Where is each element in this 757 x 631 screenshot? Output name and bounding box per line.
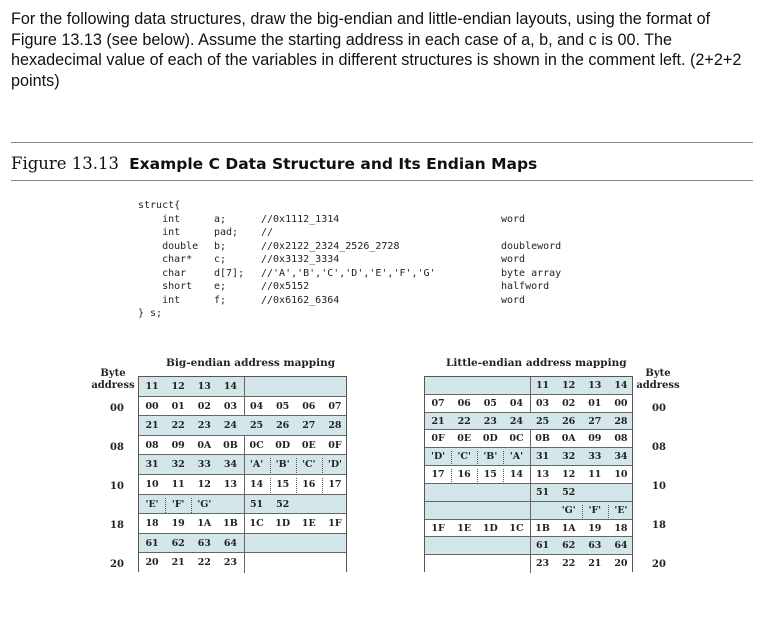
byte-row xyxy=(425,448,632,466)
byte-cell: 18 xyxy=(145,518,159,530)
byte-cell: 19 xyxy=(171,518,185,530)
byte-cell: 1C xyxy=(509,522,524,534)
byte-cell: 08 xyxy=(614,433,628,445)
byte-cell xyxy=(325,553,345,573)
byte-cell: 51 xyxy=(249,498,264,510)
cell-divider xyxy=(451,451,452,466)
cell-divider xyxy=(244,495,245,514)
byte-cell: 23 xyxy=(223,557,238,569)
byte-cell xyxy=(428,377,448,395)
byte-row xyxy=(139,416,346,436)
cell-divider xyxy=(530,520,531,537)
cell-divider xyxy=(191,498,192,513)
byte-cell xyxy=(454,537,474,555)
byte-cell: 'E' xyxy=(145,498,159,510)
byte-cell: 'D' xyxy=(431,451,446,463)
byte-cell: 61 xyxy=(535,540,550,552)
cell-divider xyxy=(530,555,531,573)
cell-divider xyxy=(244,553,245,573)
code-line: char* xyxy=(138,254,193,265)
big-endian-byte-address-label: Byte address xyxy=(91,368,135,391)
byte-address: 00 xyxy=(110,403,124,414)
byte-cell: 00 xyxy=(614,397,628,409)
byte-cell: 17 xyxy=(328,479,342,490)
byte-cell: 0F xyxy=(431,433,445,445)
code-sizes xyxy=(501,199,561,321)
byte-cell: 'B' xyxy=(483,451,498,463)
cell-divider xyxy=(244,534,245,553)
byte-cell: 0D xyxy=(482,433,498,445)
byte-cell xyxy=(480,537,500,555)
cell-divider xyxy=(503,469,504,484)
byte-cell: 1B xyxy=(223,518,238,530)
byte-cell xyxy=(506,555,526,573)
byte-cell: 0C xyxy=(509,433,524,445)
code-line: struct{ xyxy=(138,200,181,211)
big-endian-title: Big-endian address mapping xyxy=(166,357,336,369)
byte-row xyxy=(425,555,632,573)
byte-cell: 64 xyxy=(614,540,628,552)
byte-cell: 09 xyxy=(588,433,602,445)
code-line: byte array xyxy=(501,267,562,279)
cell-divider xyxy=(270,478,271,493)
byte-cell: 31 xyxy=(145,459,159,471)
byte-cell: 26 xyxy=(562,415,576,427)
byte-cell: 'D' xyxy=(327,459,342,471)
byte-cell: 0E xyxy=(301,439,316,451)
byte-cell: 27 xyxy=(588,415,602,427)
cell-divider xyxy=(530,430,531,447)
byte-cell xyxy=(506,502,526,520)
code-line: halfword xyxy=(501,281,550,292)
byte-row xyxy=(425,502,632,520)
cell-divider xyxy=(477,451,478,466)
byte-cell: 13 xyxy=(197,381,211,392)
byte-cell: 0C xyxy=(249,439,264,451)
code-line: char xyxy=(138,267,187,279)
code-line: // xyxy=(261,227,274,238)
code-line xyxy=(214,307,244,321)
byte-cell: 34 xyxy=(614,451,628,463)
byte-cell: 10 xyxy=(145,479,159,490)
byte-cell xyxy=(454,502,474,520)
cell-divider xyxy=(608,505,609,520)
byte-cell: 63 xyxy=(197,537,211,549)
byte-cell: 'E' xyxy=(614,504,628,516)
byte-cell: 22 xyxy=(457,415,471,427)
byte-cell: 09 xyxy=(171,439,185,451)
byte-cell: 1F xyxy=(328,518,342,530)
code-line xyxy=(501,226,561,240)
code-line: c; xyxy=(214,254,227,265)
byte-cell: 11 xyxy=(588,469,602,481)
little-endian-byte-address-label: Byte address xyxy=(636,368,680,391)
cell-divider xyxy=(296,478,297,493)
byte-cell: 1A xyxy=(561,522,576,534)
byte-cell: 13 xyxy=(223,479,238,490)
byte-cell xyxy=(480,377,500,395)
byte-cell xyxy=(299,553,319,573)
byte-cell: 14 xyxy=(614,380,628,391)
byte-cell xyxy=(506,377,526,395)
byte-cell: 06 xyxy=(457,397,471,409)
figure-top-rule xyxy=(11,142,753,143)
byte-cell: 1E xyxy=(457,522,472,534)
byte-cell: 'A' xyxy=(249,459,264,471)
byte-cell: 01 xyxy=(588,397,602,409)
byte-cell xyxy=(273,377,293,397)
byte-cell: 20 xyxy=(145,557,159,569)
byte-cell: 28 xyxy=(614,415,628,427)
code-line: a; xyxy=(214,213,227,225)
cell-divider xyxy=(530,537,531,554)
big-endian-grid xyxy=(138,376,347,572)
byte-cell: 61 xyxy=(145,537,159,549)
byte-cell: 21 xyxy=(431,415,445,427)
byte-cell: 13 xyxy=(588,380,602,391)
byte-cell: 04 xyxy=(249,400,264,412)
cell-divider xyxy=(530,377,531,394)
byte-cell xyxy=(325,495,345,515)
byte-cell: 52 xyxy=(276,498,290,510)
byte-row xyxy=(139,455,346,475)
byte-cell xyxy=(273,553,293,573)
byte-cell: 33 xyxy=(197,459,211,471)
cell-divider xyxy=(477,469,478,484)
byte-cell xyxy=(480,555,500,573)
byte-cell: 0F xyxy=(328,439,342,451)
byte-cell: 'F' xyxy=(171,498,185,510)
byte-cell: 05 xyxy=(276,400,290,412)
figure-caption: Example C Data Structure and Its Endian Maps xyxy=(129,155,538,173)
cell-divider xyxy=(244,514,245,533)
byte-cell: 03 xyxy=(535,397,550,409)
byte-cell: 11 xyxy=(535,380,550,391)
code-line xyxy=(501,199,561,213)
code-line: word xyxy=(501,294,526,306)
question-text: For the following data structures, draw the big-endian and little-endian layouts, using the format of Figure 13.13 (see below). Assume the starting address in each case of a, b, and c is 00. The hexadecimal value of each of the variables in different structures is shown in the comment left. (2+2+2 points) xyxy=(11,10,742,90)
byte-cell xyxy=(247,377,267,397)
byte-cell: 1B xyxy=(535,522,550,534)
cell-divider xyxy=(244,377,245,396)
byte-row xyxy=(425,484,632,502)
byte-cell: 12 xyxy=(562,469,576,481)
byte-cell: 11 xyxy=(145,381,159,392)
byte-cell: 'F' xyxy=(588,504,602,516)
byte-row xyxy=(139,377,346,397)
byte-cell: 12 xyxy=(562,380,576,391)
byte-cell: 26 xyxy=(276,420,290,432)
byte-cell: 04 xyxy=(509,397,524,409)
byte-cell: 'C' xyxy=(302,459,316,471)
byte-cell xyxy=(428,537,448,555)
byte-cell: 0E xyxy=(457,433,472,445)
byte-cell: 18 xyxy=(614,522,628,534)
code-line: word xyxy=(501,213,526,225)
code-line: } s; xyxy=(138,308,163,319)
cell-divider xyxy=(530,395,531,412)
cell-divider xyxy=(530,466,531,483)
byte-cell xyxy=(299,534,319,554)
byte-cell: 34 xyxy=(223,459,238,471)
byte-cell xyxy=(585,484,605,502)
code-line: d[7]; xyxy=(214,267,245,279)
byte-cell: 11 xyxy=(171,479,185,490)
byte-cell xyxy=(325,534,345,554)
code-comments xyxy=(261,199,436,321)
byte-cell: 62 xyxy=(171,537,185,549)
byte-cell: 'C' xyxy=(457,451,471,463)
byte-row xyxy=(425,413,632,431)
code-names xyxy=(214,199,244,321)
byte-row xyxy=(139,553,346,573)
byte-address: 08 xyxy=(652,442,666,453)
byte-cell: 10 xyxy=(614,469,628,481)
byte-cell: 0D xyxy=(275,439,291,451)
cell-divider xyxy=(451,469,452,484)
cell-divider xyxy=(244,475,245,494)
byte-cell: 02 xyxy=(197,400,211,412)
byte-cell xyxy=(454,484,474,502)
byte-cell xyxy=(454,377,474,395)
byte-row xyxy=(425,520,632,538)
little-endian-grid xyxy=(424,376,633,572)
byte-cell xyxy=(325,377,345,397)
cell-divider xyxy=(270,458,271,473)
byte-row xyxy=(139,397,346,417)
figure-title-rule xyxy=(11,180,753,181)
byte-address: 10 xyxy=(652,481,666,492)
byte-row xyxy=(139,436,346,456)
byte-cell: 22 xyxy=(197,557,211,569)
byte-address: 00 xyxy=(652,403,666,414)
byte-cell: 22 xyxy=(562,558,576,570)
byte-cell: 0B xyxy=(223,439,238,451)
byte-cell: 0A xyxy=(197,439,212,451)
byte-row xyxy=(139,514,346,534)
cell-divider xyxy=(530,484,531,501)
cell-divider xyxy=(244,436,245,455)
byte-cell: 07 xyxy=(328,400,342,412)
byte-cell: 08 xyxy=(145,439,159,451)
byte-cell xyxy=(428,484,448,502)
byte-cell: 02 xyxy=(562,397,576,409)
byte-cell: 12 xyxy=(197,479,211,490)
byte-cell: 25 xyxy=(249,420,264,432)
byte-cell: 21 xyxy=(171,557,185,569)
byte-cell: 32 xyxy=(562,451,576,463)
code-line: int xyxy=(138,294,181,306)
byte-cell: 22 xyxy=(171,420,185,432)
byte-cell: 21 xyxy=(588,558,602,570)
figure-title xyxy=(11,154,537,174)
code-line xyxy=(261,199,436,213)
byte-address: 20 xyxy=(652,559,666,570)
byte-cell: 0B xyxy=(535,433,550,445)
cell-divider xyxy=(582,505,583,520)
code-line: e; xyxy=(214,281,227,292)
byte-cell xyxy=(506,484,526,502)
code-types xyxy=(138,199,198,321)
byte-cell: 00 xyxy=(145,400,159,412)
byte-cell xyxy=(506,537,526,555)
byte-cell: 15 xyxy=(483,469,497,481)
byte-cell xyxy=(299,495,319,515)
code-line: pad; xyxy=(214,227,239,238)
code-line: short xyxy=(138,281,193,292)
byte-cell: 03 xyxy=(223,400,238,412)
cell-divider xyxy=(244,397,245,416)
cell-divider xyxy=(296,458,297,473)
byte-cell: 16 xyxy=(302,479,316,490)
byte-cell: 'B' xyxy=(275,459,290,471)
cell-divider xyxy=(322,458,323,473)
byte-cell: 1D xyxy=(275,518,291,530)
cell-divider xyxy=(322,478,323,493)
byte-cell: 'G' xyxy=(197,498,212,510)
byte-row xyxy=(139,495,346,515)
byte-cell: 27 xyxy=(302,420,316,432)
code-line: int xyxy=(138,227,181,238)
byte-cell: 20 xyxy=(614,558,628,570)
byte-cell: 23 xyxy=(197,420,211,432)
byte-cell xyxy=(428,555,448,573)
byte-cell xyxy=(454,555,474,573)
byte-cell: 14 xyxy=(223,381,238,392)
byte-cell xyxy=(299,377,319,397)
byte-cell: 16 xyxy=(457,469,471,481)
byte-cell xyxy=(273,534,293,554)
byte-cell: 14 xyxy=(509,469,524,481)
byte-cell xyxy=(533,502,553,520)
code-line: //0x6162_6364 xyxy=(261,294,340,306)
byte-cell: 21 xyxy=(145,420,159,432)
code-line xyxy=(501,307,561,321)
byte-cell: 52 xyxy=(562,486,576,498)
byte-cell: 12 xyxy=(171,381,185,392)
figure-number: Figure 13.13 xyxy=(11,154,120,173)
byte-address: 20 xyxy=(110,559,124,570)
byte-cell: 06 xyxy=(302,400,316,412)
byte-row xyxy=(425,395,632,413)
little-endian-title: Little-endian address mapping xyxy=(446,357,627,369)
byte-cell xyxy=(247,534,267,554)
byte-row xyxy=(425,377,632,395)
byte-cell: 'A' xyxy=(509,451,524,463)
cell-divider xyxy=(530,448,531,465)
byte-cell xyxy=(611,484,631,502)
byte-cell: 62 xyxy=(562,540,576,552)
code-line: //0x5152 xyxy=(261,281,310,292)
byte-cell: 31 xyxy=(535,451,550,463)
byte-row xyxy=(425,537,632,555)
cell-divider xyxy=(503,451,504,466)
byte-cell: 23 xyxy=(535,558,550,570)
byte-cell xyxy=(428,502,448,520)
code-line: //0x2122_2324_2526_2728 xyxy=(261,240,400,252)
byte-address: 10 xyxy=(110,481,124,492)
code-line: b; xyxy=(214,240,227,252)
byte-cell: 63 xyxy=(588,540,602,552)
byte-address: 08 xyxy=(110,442,124,453)
byte-cell: 24 xyxy=(223,420,238,432)
byte-address: 18 xyxy=(652,520,666,531)
byte-cell: 64 xyxy=(223,537,238,549)
byte-cell: 33 xyxy=(588,451,602,463)
byte-cell: 0A xyxy=(561,433,576,445)
byte-cell: 17 xyxy=(431,469,445,481)
byte-cell: 51 xyxy=(535,486,550,498)
code-line: f; xyxy=(214,294,227,306)
code-line: //'A','B','C','D','E','F','G' xyxy=(261,267,436,279)
byte-cell xyxy=(220,495,240,515)
byte-cell: 28 xyxy=(328,420,342,432)
byte-row xyxy=(139,475,346,495)
byte-cell: 13 xyxy=(535,469,550,481)
byte-cell: 05 xyxy=(483,397,497,409)
code-line: word xyxy=(501,254,526,265)
byte-cell xyxy=(480,502,500,520)
cell-divider xyxy=(530,502,531,519)
byte-cell: 15 xyxy=(276,479,290,490)
byte-cell: 1E xyxy=(301,518,316,530)
byte-cell: 1A xyxy=(197,518,212,530)
byte-row xyxy=(425,466,632,484)
code-line xyxy=(214,199,244,213)
byte-cell: 1D xyxy=(482,522,498,534)
code-line: int xyxy=(138,213,181,225)
code-line: doubleword xyxy=(501,240,562,252)
cell-divider xyxy=(244,455,245,474)
byte-cell: 23 xyxy=(483,415,497,427)
byte-cell: 32 xyxy=(171,459,185,471)
byte-cell: 1C xyxy=(249,518,264,530)
byte-cell: 07 xyxy=(431,397,445,409)
byte-cell xyxy=(247,553,267,573)
byte-cell: 25 xyxy=(535,415,550,427)
code-line: //0x1112_1314 xyxy=(261,213,340,225)
byte-cell: 'G' xyxy=(561,504,576,516)
byte-cell: 14 xyxy=(249,479,264,490)
byte-cell: 19 xyxy=(588,522,602,534)
byte-cell: 01 xyxy=(171,400,185,412)
code-line: //0x3132_3334 xyxy=(261,254,340,265)
byte-row xyxy=(425,430,632,448)
byte-cell: 1F xyxy=(431,522,445,534)
byte-row xyxy=(139,534,346,554)
byte-cell xyxy=(480,484,500,502)
byte-cell: 24 xyxy=(509,415,524,427)
cell-divider xyxy=(165,498,166,513)
code-line xyxy=(261,307,436,321)
code-line: double xyxy=(138,240,199,252)
byte-address: 18 xyxy=(110,520,124,531)
